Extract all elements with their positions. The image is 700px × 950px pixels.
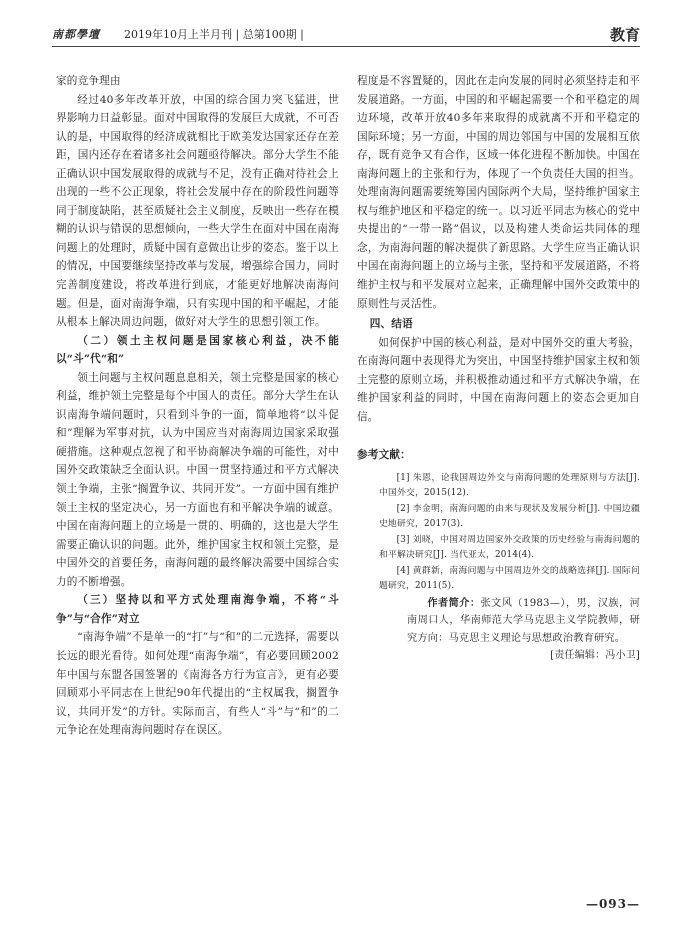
right-column xyxy=(357,72,640,666)
editor-text: 责任编辑：冯小卫 xyxy=(554,650,636,662)
references-title: 参考文献： xyxy=(357,449,411,462)
reference-item: [2] 李金明，南海问题的由来与现状及发展分析[J]. 中国边疆史地研究，2017(3). xyxy=(379,503,640,530)
subheading: （三）坚持以和平方式处理南海争端，不将“斗争”与“合作”对立 xyxy=(56,594,339,625)
paragraph-continuation: 家的竞争理由 xyxy=(56,75,121,87)
left-column xyxy=(56,72,339,740)
author-label: 作者简介： xyxy=(427,596,481,609)
subheading: （二）领土主权问题是国家核心利益，决不能以“斗”代“和” xyxy=(56,334,339,366)
paragraph: 经过40多年改革开放，中国的综合国力突飞猛进，世界影响力日益彰显。面对中国取得的发展巨大成就，不可否认的是，中国取得的经济成就相比于欧美发达国家还存在差距，国内还存在着诸多社会问题亟待解决。部分大学生不能正确认识中国发展取得的成就与不足，没有正确对待社会上出现的一些不公正现象，将社会发展中存在的阶段性问题等同于制度缺陷，甚至质疑社会主义制度，反映出一些存在模糊的认识与错误的思想倾向，一些大学生在面对中国在南海问题上的处理时，质疑中国有意做出让步的姿态。鉴于以上的情况，中国要继续坚持改革与发展，增强综合国力，同时完善制度建设，将改革进行到底，才能更好地解决南海问题。但是，面对南海争端，只有实现中国的和平崛起，才能从根本上解决周边问题，做好对大学生的思想引领工作。 xyxy=(56,93,339,329)
paragraph: 如何保护中国的核心利益，是对中国外交的重大考验，在南海问题中表现得尤为突出，中国坚持维护国家主权和领土完整的原则立场，并积极推动通过和平方式解决争端，在维护国家利益的同时，中国在南海问题上的姿态会更加自信。 xyxy=(357,336,640,423)
paragraph: “南海争端”不是单一的“打”与“和”的二元选择，需要以长远的眼光看待。如何处理“南海争端”，有必要回顾2002年中国与东盟各国签署的《南海各方行为宣言》，更有必要回顾邓小平同志在上世纪90年代提出的“主权属我，搁置争议，共同开发”的方针。实际而言，有些人“斗”与“和”的二元争论在处理南海问题时存在误区。 xyxy=(56,631,339,737)
journal-title: 南都學壇 xyxy=(52,28,100,41)
paragraph-continuation: 程度是不容置疑的，因此在走向发展的同时必须坚持走和平发展道路。一方面，中国的和平崛起需要一个和平稳定的周边环境，改革开放40多年来取得的成就离不开和平稳定的国际环境；另一方面，中国的周边邻国与中国的发展相互依存，既有竞争又有合作，区域一体化进程不断加快。中国在南海问题上的主张和行为，体现了一个负责任大国的担当。处理南海问题需要统筹国内国际两个大局，坚持维护国家主权与维护地区和平稳定的统一。以习近平同志为核心的党中央提出的“一带一路”倡议，以及构建人类命运共同体的理念，为南海问题的解决提供了新思路。大学生应当正确认识中国在南海问题上的立场与主张，坚持和平发展道路，不将维护主权与和平发展对立起来，正确理解中国外交政策中的原则性与灵活性。 xyxy=(357,75,640,310)
reference-item: [4] 黄群新，南海问题与中国周边外交的战略选择[J]. 国际问题研究，2011(5). xyxy=(379,565,640,592)
paragraph: 领土问题与主权问题息息相关，领土完整是国家的核心利益，维护领土完整是每个中国人的责任。部分大学生在认识南海争端问题时，只看到斗争的一面，简单地将“以斗促和”理解为军事对抗，认为中国应当对南海周边国家采取强硬措施。这种观点忽视了和平协商解决争端的可能性，对中国外交政策缺乏全面认识。中国一贯坚持通过和平方式解决领土争端，主张“搁置争议、共同开发”。一方面中国有维护领土主权的坚定决心，另一方面也有和平解决争端的诚意。中国在南海问题上的立场是一贯的、明确的，这也是大学生需要正确认识的问题。此外，维护国家主权和领土完整，是中国外交的首要任务，南海问题的最终解决需要中国综合实力的不断增强。 xyxy=(56,371,339,588)
page-header xyxy=(52,20,640,47)
reference-item: [1] 朱恩，论我国周边外交与南海问题的处理原则与方法[J]. 中国外交，2015(12). xyxy=(379,472,640,499)
editor-credit: [责任编辑：冯小卫] xyxy=(550,650,640,662)
author-text: 张文风（1983—），男，汉族，河南周口人，华南师范大学马克思主义学院教师，研究方向：马克思主义理论与思想政治教育研究。 xyxy=(407,597,641,644)
reference-item: [3] 刘晓，中国对周边国家外交政策的历史经验与南海问题的和平解决研究[J]. 当代亚太，2014(4). xyxy=(379,534,640,561)
section-heading-conclusion: 四、结语 xyxy=(369,318,413,331)
section-label: 教育 xyxy=(609,26,640,44)
issue-info: 2019年10月上半月刊 | 总第100期 | xyxy=(124,28,304,41)
author-bio xyxy=(357,595,640,648)
page-number: —093— xyxy=(585,897,640,911)
